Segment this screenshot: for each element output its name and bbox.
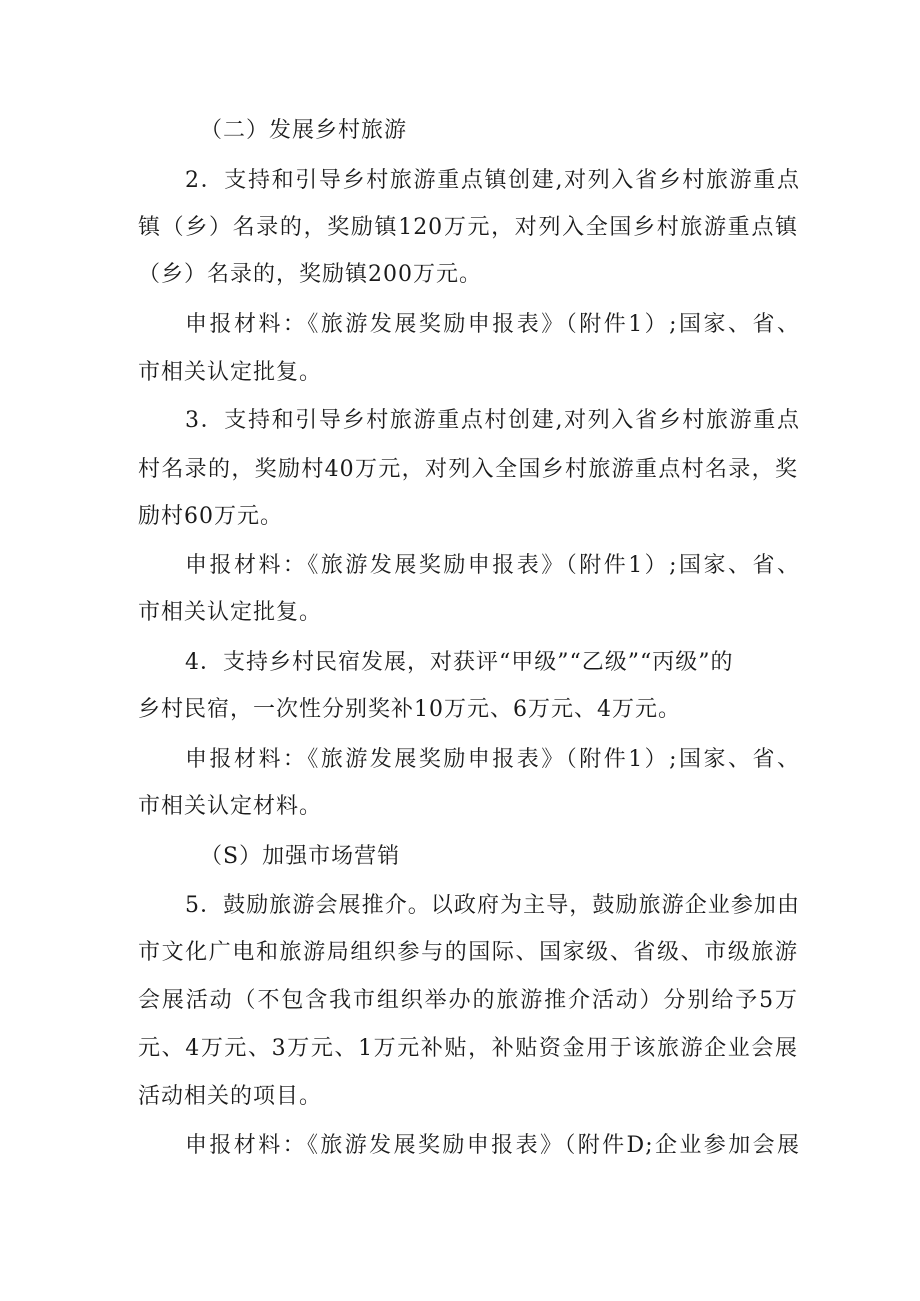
application-materials-line: 市相关认定批复。 <box>138 600 323 625</box>
section-heading-rural-tourism: （二）发展乡村旅游 <box>200 118 408 143</box>
application-materials-line: 申报材料：《旅游发展奖励申报表》（附件1）;国家、省、 <box>185 747 800 772</box>
paragraph-line: 3．支持和引导乡村旅游重点村创建,对列入省乡村旅游重点 <box>185 408 800 433</box>
paragraph-line: 市文化广电和旅游局组织参与的国际、国家级、省级、市级旅游 <box>138 940 798 965</box>
paragraph-line: 2．支持和引导乡村旅游重点镇创建,对列入省乡村旅游重点 <box>185 168 800 193</box>
paragraph-line: 村名录的，奖励村40万元，对列入全国乡村旅游重点村名录，奖 <box>138 457 798 482</box>
section-heading-marketing: （S）加强市场营销 <box>200 844 401 869</box>
paragraph-line: 活动相关的项目。 <box>138 1084 323 1109</box>
paragraph-line: 乡村民宿，一次性分别奖补10万元、6万元、4万元。 <box>138 697 681 722</box>
application-materials-line: 申报材料：《旅游发展奖励申报表》（附件D;企业参加会展 <box>185 1133 800 1158</box>
paragraph-line: 会展活动（不包含我市组织举办的旅游推介活动）分别给予5万 <box>138 988 798 1013</box>
paragraph-line: 4．支持乡村民宿发展，对获评“甲级”“乙级”“丙级”的 <box>185 650 734 675</box>
application-materials-line: 申报材料：《旅游发展奖励申报表》（附件1）;国家、省、 <box>185 553 800 578</box>
paragraph-line: 5．鼓励旅游会展推介。以政府为主导，鼓励旅游企业参加由 <box>185 893 800 918</box>
application-materials-line: 市相关认定材料。 <box>138 794 323 819</box>
paragraph-line: 镇（乡）名录的，奖励镇120万元，对列入全国乡村旅游重点镇 <box>138 215 798 240</box>
application-materials-line: 市相关认定批复。 <box>138 360 323 385</box>
paragraph-line: 励村60万元。 <box>138 504 283 529</box>
paragraph-line: （乡）名录的，奖励镇200万元。 <box>138 262 482 287</box>
paragraph-line: 元、4万元、3万元、1万元补贴，补贴资金用于该旅游企业会展 <box>138 1036 798 1061</box>
application-materials-line: 申报材料：《旅游发展奖励申报表》（附件1）;国家、省、 <box>185 312 800 337</box>
